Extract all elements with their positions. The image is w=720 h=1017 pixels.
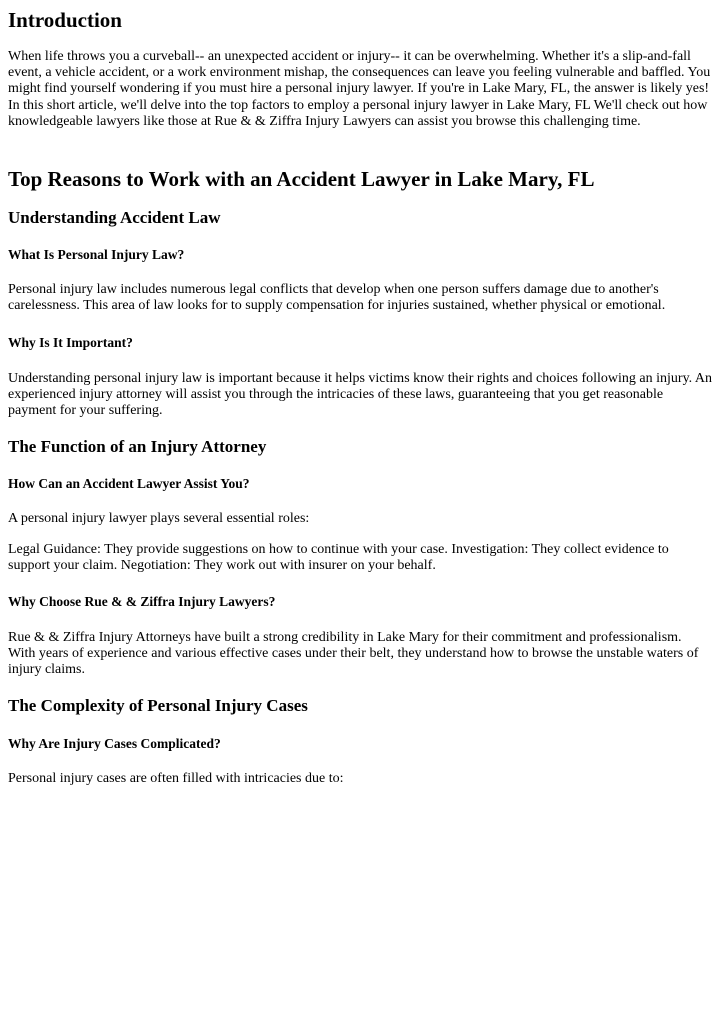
section-heading-function: The Function of an Injury Attorney: [8, 437, 267, 456]
intro-heading: Introduction: [8, 8, 122, 32]
answer-why-important: Understanding personal injury law is important because it helps victims know their rights and choices following an injury. An experienced injury attorney will assist you through the intricacies of these laws, guaranteeing that you get reasonable payment for your suffering.: [8, 371, 713, 419]
answer-roles-list: Legal Guidance: They provide suggestions on how to continue with your case. Investigation: They collect evidence to support your claim. Negotiation: They work out with insurer on your behalf.: [8, 542, 669, 574]
answer-how-assist: A personal injury lawyer plays several essential roles:: [8, 511, 310, 526]
question-how-assist: How Can an Accident Lawyer Assist You?: [8, 476, 250, 491]
question-why-choose: Why Choose Rue & & Ziffra Injury Lawyers?: [8, 594, 276, 609]
question-why-important: Why Is It Important?: [8, 335, 133, 350]
section-heading-understanding: Understanding Accident Law: [8, 208, 221, 227]
answer-why-choose: Rue & & Ziffra Injury Attorneys have built a strong credibility in Lake Mary for their commitment and professionalism. With years of experience and various effective cases under their belt, they understand how to browse the unstable waters of injury claims.: [8, 630, 699, 678]
answer-why-complicated: Personal injury cases are often filled with intricacies due to:: [8, 771, 344, 786]
question-what-is-law: What Is Personal Injury Law?: [8, 247, 185, 262]
main-heading: Top Reasons to Work with an Accident Lawyer in Lake Mary, FL: [8, 167, 595, 191]
answer-what-is-law: Personal injury law includes numerous legal conflicts that develop when one person suffers damage due to another's carelessness. This area of law looks for to supply compensation for injuries sustained, whether physical or emotional.: [8, 282, 666, 314]
section-heading-complexity: The Complexity of Personal Injury Cases: [8, 696, 308, 715]
intro-paragraph: When life throws you a curveball-- an unexpected accident or injury-- it can be overwhelming. Whether it's a slip-and-fall event, a vehicle accident, or a work environment mishap, the consequences can leave you feeling vulnerable and baffled. You might find yourself wondering if you must hire a personal injury lawyer. If you're in Lake Mary, FL, the answer is likely yes! In this short article, we'll delve into the top factors to employ a personal injury lawyer in Lake Mary, FL We'll check out how knowledgeable lawyers like those at Rue & & Ziffra Injury Lawyers can assist you browse this challenging time.: [8, 49, 711, 129]
question-why-complicated: Why Are Injury Cases Complicated?: [8, 736, 221, 751]
